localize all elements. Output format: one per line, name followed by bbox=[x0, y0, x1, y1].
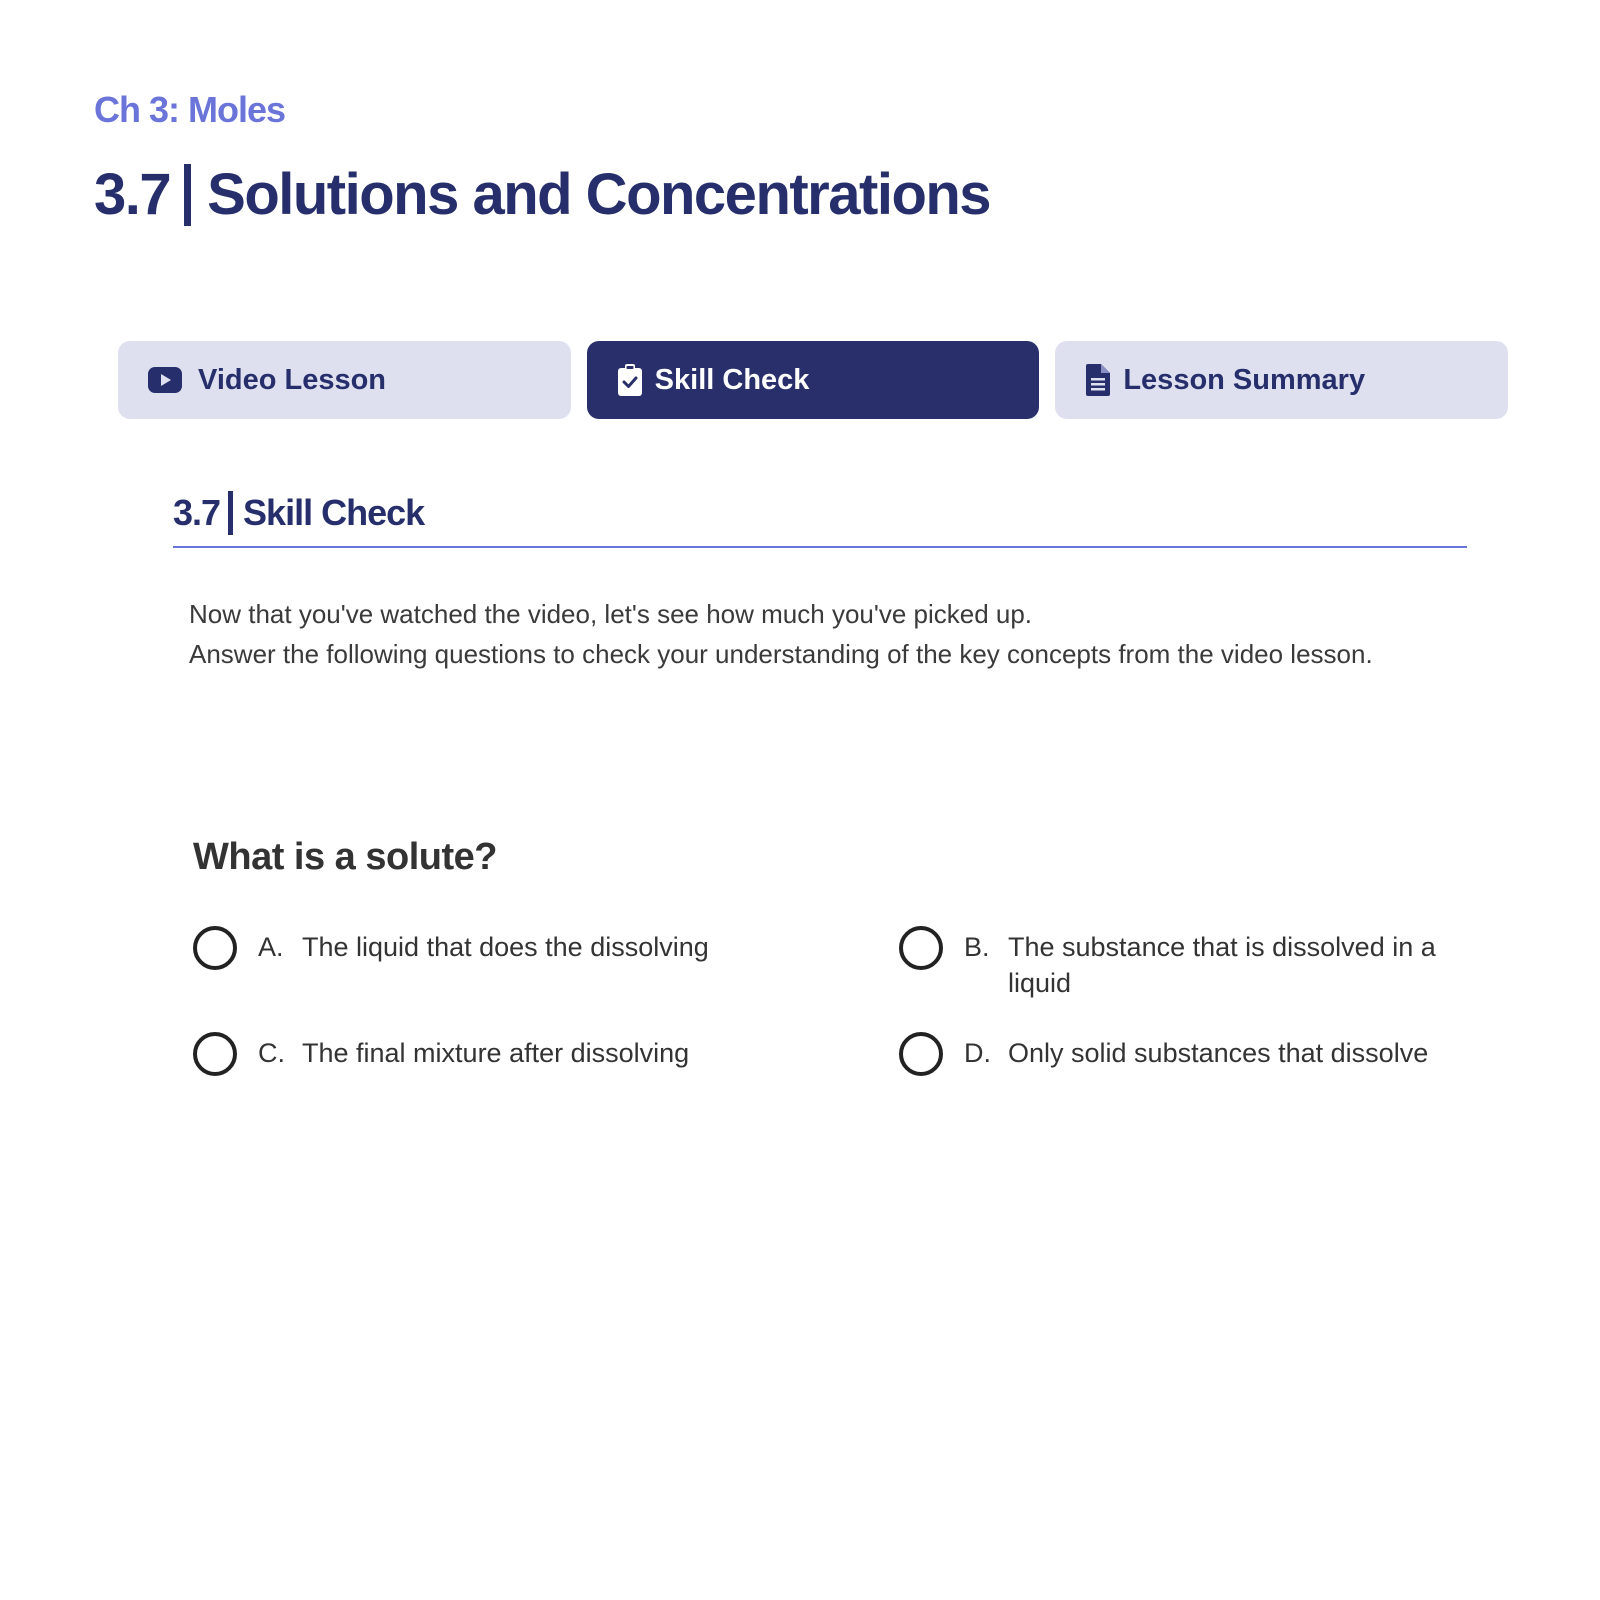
video-play-icon bbox=[148, 363, 182, 397]
radio-button[interactable] bbox=[193, 926, 237, 970]
tab-video-lesson[interactable] bbox=[118, 341, 571, 419]
document-icon bbox=[1085, 363, 1111, 397]
option-letter: A. bbox=[258, 932, 284, 962]
tab-label: Skill Check bbox=[654, 363, 810, 396]
section-underline bbox=[173, 546, 1467, 548]
question-text: What is a solute? bbox=[193, 836, 497, 878]
lesson-number: 3.7 bbox=[94, 162, 171, 227]
title-divider bbox=[184, 164, 191, 226]
page-title bbox=[94, 158, 990, 232]
clipboard-check-icon bbox=[617, 363, 643, 397]
option-text: The liquid that does the dissolving bbox=[302, 932, 709, 962]
intro-text bbox=[189, 594, 1373, 674]
radio-button[interactable] bbox=[899, 926, 943, 970]
radio-button[interactable] bbox=[193, 1032, 237, 1076]
answer-option-c[interactable] bbox=[193, 1032, 689, 1076]
tab-lesson-summary[interactable] bbox=[1055, 341, 1508, 419]
section-number: 3.7 bbox=[173, 492, 221, 533]
option-text: The final mixture after dissolving bbox=[302, 1038, 690, 1068]
lesson-tabs bbox=[118, 341, 1508, 419]
tab-skill-check[interactable] bbox=[587, 341, 1040, 419]
intro-line-1: Now that you've watched the video, let's see how much you've picked up. bbox=[189, 599, 1033, 629]
radio-button[interactable] bbox=[899, 1032, 943, 1076]
answer-option-a[interactable] bbox=[193, 926, 709, 970]
option-letter: B. bbox=[964, 932, 990, 962]
section-divider bbox=[228, 491, 233, 535]
section-title: Skill Check bbox=[243, 492, 425, 533]
answer-option-b[interactable] bbox=[899, 926, 1478, 1001]
tab-label: Video Lesson bbox=[198, 363, 387, 396]
lesson-title: Solutions and Concentrations bbox=[207, 162, 991, 227]
section-heading bbox=[173, 490, 424, 536]
chapter-label: Ch 3: Moles bbox=[94, 89, 286, 130]
option-text: Only solid substances that dissolve bbox=[1008, 1038, 1429, 1068]
answer-option-d[interactable] bbox=[899, 1032, 1428, 1076]
option-letter: C. bbox=[258, 1038, 285, 1068]
option-letter: D. bbox=[964, 1038, 991, 1068]
tab-label: Lesson Summary bbox=[1123, 363, 1366, 396]
intro-line-2: Answer the following questions to check your understanding of the key concepts from the video lesson. bbox=[189, 639, 1373, 669]
option-text: The substance that is dissolved in a liquid bbox=[1008, 932, 1436, 998]
